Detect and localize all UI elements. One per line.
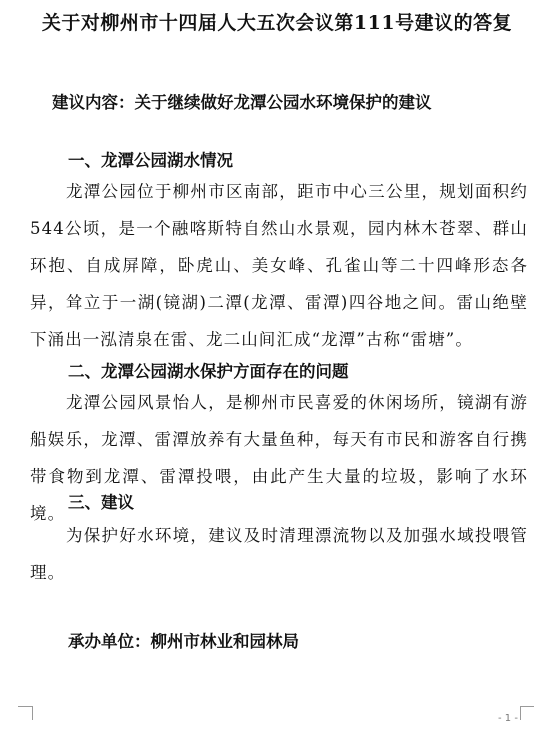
proposal-content: 建议内容：关于继续做好龙潭公园水环境保护的建议 — [52, 93, 432, 112]
organizer-line: 承办单位：柳州市林业和园林局 — [68, 632, 299, 651]
section-heading-suggestions: 三、建议 — [68, 493, 134, 512]
document-title: 关于对柳州市十四届人大五次会议第111号建议的答复 — [41, 12, 513, 34]
page-number: - 1 - — [498, 713, 518, 724]
section-paragraph-lake-status: 龙潭公园位于柳州市区南部，距市中心三公里，规划面积约544公顷，是一个融喀斯特自然山水景观，园内林木苍翠、群山环抱、自成屏障，卧虎山、美女峰、孔雀山等二十四峰形态各异，耸立于一湖(镜湖)二潭(龙潭、雷潭)四谷地之间。雷山绝壁下涌出一泓清泉在雷、龙二山间汇成“龙潭”古称“雷塘”。 — [30, 182, 528, 349]
page-corner-mark-right-h — [520, 706, 534, 707]
section-paragraph-problems: 龙潭公园风景怡人，是柳州市民喜爱的休闲场所，镜湖有游船娱乐，龙潭、雷潭放养有大量鱼种，每天有市民和游客自行携带食物到龙潭、雷潭投喂，由此产生大量的垃圾，影响了水环境。 — [30, 393, 528, 523]
section-paragraph-suggestions: 为保护好水环境，建议及时清理漂流物以及加强水域投喂管理。 — [30, 526, 528, 582]
page-corner-mark-left-h — [18, 706, 32, 707]
section-heading-lake-status: 一、龙潭公园湖水情况 — [68, 151, 233, 170]
page-corner-mark-right — [520, 706, 535, 720]
section-heading-problems: 二、龙潭公园湖水保护方面存在的问题 — [68, 362, 349, 381]
page-corner-mark-left — [18, 706, 33, 720]
